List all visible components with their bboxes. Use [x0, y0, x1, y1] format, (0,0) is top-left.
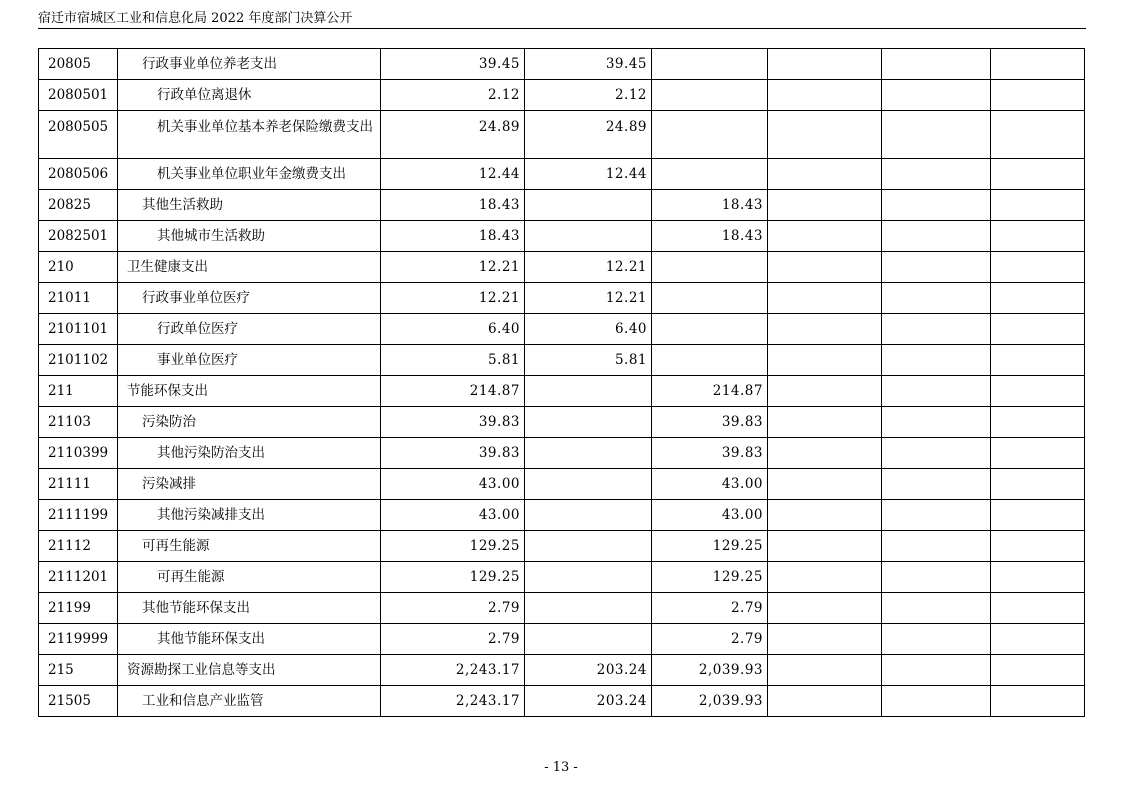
amount-cell-c1: 5.81 [525, 345, 652, 376]
amount-cell-c3 [768, 49, 882, 80]
subject-code-cell: 21011 [39, 283, 118, 314]
amount-cell-c4 [882, 345, 991, 376]
amount-cell-c3 [768, 562, 882, 593]
total-amount-cell: 2.12 [381, 80, 525, 111]
subject-name-cell: 资源勘探工业信息等支出 [118, 655, 381, 686]
subject-name-cell: 其他生活救助 [118, 190, 381, 221]
amount-cell-c4 [882, 111, 991, 159]
total-amount-cell: 2,243.17 [381, 686, 525, 717]
amount-cell-c5 [991, 80, 1085, 111]
amount-cell-c2: 43.00 [652, 469, 768, 500]
amount-cell-c4 [882, 80, 991, 111]
amount-cell-c3 [768, 469, 882, 500]
table-row [39, 345, 1085, 376]
amount-cell-c3 [768, 252, 882, 283]
amount-cell-c4 [882, 686, 991, 717]
total-amount-cell: 39.83 [381, 407, 525, 438]
amount-cell-c1 [525, 376, 652, 407]
subject-code-cell: 211 [39, 376, 118, 407]
total-amount-cell: 5.81 [381, 345, 525, 376]
subject-name-cell: 事业单位医疗 [118, 345, 381, 376]
subject-name-cell: 污染防治 [118, 407, 381, 438]
amount-cell-c4 [882, 624, 991, 655]
total-amount-cell: 39.83 [381, 438, 525, 469]
amount-cell-c1 [525, 190, 652, 221]
subject-name-cell: 行政事业单位养老支出 [118, 49, 381, 80]
amount-cell-c3 [768, 283, 882, 314]
subject-code-cell: 20825 [39, 190, 118, 221]
subject-code-cell: 2080506 [39, 159, 118, 190]
subject-code-cell: 2080505 [39, 111, 118, 159]
subject-code-cell: 2101101 [39, 314, 118, 345]
amount-cell-c2: 2,039.93 [652, 655, 768, 686]
amount-cell-c4 [882, 252, 991, 283]
subject-name-cell: 污染减排 [118, 469, 381, 500]
total-amount-cell: 6.40 [381, 314, 525, 345]
amount-cell-c1: 203.24 [525, 686, 652, 717]
amount-cell-c5 [991, 314, 1085, 345]
amount-cell-c4 [882, 376, 991, 407]
table-row [39, 562, 1085, 593]
table-row [39, 314, 1085, 345]
amount-cell-c4 [882, 438, 991, 469]
amount-cell-c1 [525, 438, 652, 469]
amount-cell-c3 [768, 345, 882, 376]
subject-name-cell: 其他城市生活救助 [118, 221, 381, 252]
amount-cell-c3 [768, 221, 882, 252]
amount-cell-c5 [991, 221, 1085, 252]
total-amount-cell: 43.00 [381, 469, 525, 500]
subject-code-cell: 21103 [39, 407, 118, 438]
table-row [39, 593, 1085, 624]
table-row [39, 221, 1085, 252]
amount-cell-c4 [882, 531, 991, 562]
amount-cell-c3 [768, 593, 882, 624]
page-number: - 13 - [544, 760, 578, 775]
total-amount-cell: 129.25 [381, 531, 525, 562]
amount-cell-c2 [652, 80, 768, 111]
amount-cell-c2 [652, 314, 768, 345]
table-row [39, 407, 1085, 438]
table-row [39, 655, 1085, 686]
amount-cell-c5 [991, 252, 1085, 283]
subject-code-cell: 21112 [39, 531, 118, 562]
amount-cell-c3 [768, 531, 882, 562]
amount-cell-c4 [882, 655, 991, 686]
amount-cell-c4 [882, 469, 991, 500]
amount-cell-c1 [525, 624, 652, 655]
amount-cell-c3 [768, 111, 882, 159]
amount-cell-c1: 6.40 [525, 314, 652, 345]
subject-code-cell: 21111 [39, 469, 118, 500]
subject-code-cell: 2101102 [39, 345, 118, 376]
table-row [39, 376, 1085, 407]
amount-cell-c3 [768, 686, 882, 717]
amount-cell-c5 [991, 345, 1085, 376]
table-row [39, 469, 1085, 500]
amount-cell-c5 [991, 376, 1085, 407]
amount-cell-c1 [525, 593, 652, 624]
amount-cell-c2: 39.83 [652, 407, 768, 438]
amount-cell-c1 [525, 407, 652, 438]
amount-cell-c1 [525, 469, 652, 500]
table-row [39, 252, 1085, 283]
subject-code-cell: 2111199 [39, 500, 118, 531]
total-amount-cell: 39.45 [381, 49, 525, 80]
total-amount-cell: 18.43 [381, 221, 525, 252]
amount-cell-c2: 129.25 [652, 562, 768, 593]
total-amount-cell: 18.43 [381, 190, 525, 221]
total-amount-cell: 214.87 [381, 376, 525, 407]
amount-cell-c5 [991, 624, 1085, 655]
subject-code-cell: 20805 [39, 49, 118, 80]
amount-cell-c5 [991, 531, 1085, 562]
total-amount-cell: 2.79 [381, 593, 525, 624]
amount-cell-c1: 203.24 [525, 655, 652, 686]
amount-cell-c5 [991, 686, 1085, 717]
subject-code-cell: 2110399 [39, 438, 118, 469]
amount-cell-c2 [652, 159, 768, 190]
table-row [39, 438, 1085, 469]
table-row [39, 159, 1085, 190]
amount-cell-c5 [991, 593, 1085, 624]
table-row [39, 531, 1085, 562]
amount-cell-c5 [991, 469, 1085, 500]
total-amount-cell: 129.25 [381, 562, 525, 593]
subject-name-cell: 其他节能环保支出 [118, 624, 381, 655]
subject-name-cell: 卫生健康支出 [118, 252, 381, 283]
amount-cell-c2 [652, 49, 768, 80]
table-row [39, 80, 1085, 111]
amount-cell-c4 [882, 221, 991, 252]
amount-cell-c2 [652, 252, 768, 283]
subject-name-cell: 行政事业单位医疗 [118, 283, 381, 314]
total-amount-cell: 2.79 [381, 624, 525, 655]
amount-cell-c3 [768, 190, 882, 221]
table-row [39, 283, 1085, 314]
total-amount-cell: 24.89 [381, 111, 525, 159]
amount-cell-c4 [882, 562, 991, 593]
subject-name-cell: 其他污染减排支出 [118, 500, 381, 531]
subject-code-cell: 21199 [39, 593, 118, 624]
amount-cell-c4 [882, 159, 991, 190]
amount-cell-c1: 12.21 [525, 252, 652, 283]
amount-cell-c1 [525, 221, 652, 252]
document-header: 宿迁市宿城区工业和信息化局 2022 年度部门决算公开 [38, 11, 353, 26]
total-amount-cell: 12.21 [381, 283, 525, 314]
amount-cell-c4 [882, 283, 991, 314]
subject-code-cell: 2082501 [39, 221, 118, 252]
subject-name-cell: 行政单位离退休 [118, 80, 381, 111]
amount-cell-c5 [991, 159, 1085, 190]
subject-name-cell: 行政单位医疗 [118, 314, 381, 345]
amount-cell-c1: 12.21 [525, 283, 652, 314]
amount-cell-c5 [991, 655, 1085, 686]
amount-cell-c4 [882, 190, 991, 221]
subject-name-cell: 其他污染防治支出 [118, 438, 381, 469]
amount-cell-c3 [768, 159, 882, 190]
subject-name-cell: 机关事业单位基本养老保险缴费支出 [118, 111, 381, 159]
amount-cell-c4 [882, 407, 991, 438]
amount-cell-c1: 2.12 [525, 80, 652, 111]
amount-cell-c3 [768, 500, 882, 531]
subject-code-cell: 210 [39, 252, 118, 283]
amount-cell-c2: 18.43 [652, 190, 768, 221]
amount-cell-c5 [991, 438, 1085, 469]
total-amount-cell: 2,243.17 [381, 655, 525, 686]
amount-cell-c3 [768, 655, 882, 686]
amount-cell-c2: 129.25 [652, 531, 768, 562]
amount-cell-c2: 43.00 [652, 500, 768, 531]
header-rule [38, 28, 1086, 29]
subject-name-cell: 机关事业单位职业年金缴费支出 [118, 159, 381, 190]
total-amount-cell: 12.21 [381, 252, 525, 283]
amount-cell-c3 [768, 314, 882, 345]
total-amount-cell: 43.00 [381, 500, 525, 531]
amount-cell-c2: 2.79 [652, 624, 768, 655]
table-row [39, 111, 1085, 159]
subject-code-cell: 21505 [39, 686, 118, 717]
amount-cell-c2 [652, 111, 768, 159]
amount-cell-c1: 39.45 [525, 49, 652, 80]
amount-cell-c5 [991, 111, 1085, 159]
subject-name-cell: 可再生能源 [118, 531, 381, 562]
amount-cell-c1: 12.44 [525, 159, 652, 190]
table-row [39, 624, 1085, 655]
amount-cell-c3 [768, 80, 882, 111]
amount-cell-c4 [882, 49, 991, 80]
subject-name-cell: 节能环保支出 [118, 376, 381, 407]
amount-cell-c2 [652, 345, 768, 376]
subject-code-cell: 215 [39, 655, 118, 686]
table-row [39, 190, 1085, 221]
subject-name-cell: 可再生能源 [118, 562, 381, 593]
amount-cell-c5 [991, 190, 1085, 221]
amount-cell-c2: 39.83 [652, 438, 768, 469]
amount-cell-c3 [768, 407, 882, 438]
budget-table [38, 48, 1085, 717]
amount-cell-c1 [525, 531, 652, 562]
table-row [39, 500, 1085, 531]
amount-cell-c2: 2,039.93 [652, 686, 768, 717]
amount-cell-c1 [525, 562, 652, 593]
amount-cell-c3 [768, 376, 882, 407]
total-amount-cell: 12.44 [381, 159, 525, 190]
subject-code-cell: 2080501 [39, 80, 118, 111]
amount-cell-c5 [991, 49, 1085, 80]
amount-cell-c2: 2.79 [652, 593, 768, 624]
amount-cell-c1 [525, 500, 652, 531]
subject-code-cell: 2119999 [39, 624, 118, 655]
subject-name-cell: 工业和信息产业监管 [118, 686, 381, 717]
amount-cell-c2 [652, 283, 768, 314]
amount-cell-c5 [991, 500, 1085, 531]
amount-cell-c3 [768, 438, 882, 469]
amount-cell-c5 [991, 283, 1085, 314]
amount-cell-c2: 214.87 [652, 376, 768, 407]
subject-name-cell: 其他节能环保支出 [118, 593, 381, 624]
amount-cell-c3 [768, 624, 882, 655]
table-row [39, 686, 1085, 717]
amount-cell-c5 [991, 407, 1085, 438]
amount-cell-c1: 24.89 [525, 111, 652, 159]
amount-cell-c4 [882, 593, 991, 624]
amount-cell-c4 [882, 314, 991, 345]
table-row [39, 49, 1085, 80]
amount-cell-c4 [882, 500, 991, 531]
amount-cell-c5 [991, 562, 1085, 593]
amount-cell-c2: 18.43 [652, 221, 768, 252]
subject-code-cell: 2111201 [39, 562, 118, 593]
